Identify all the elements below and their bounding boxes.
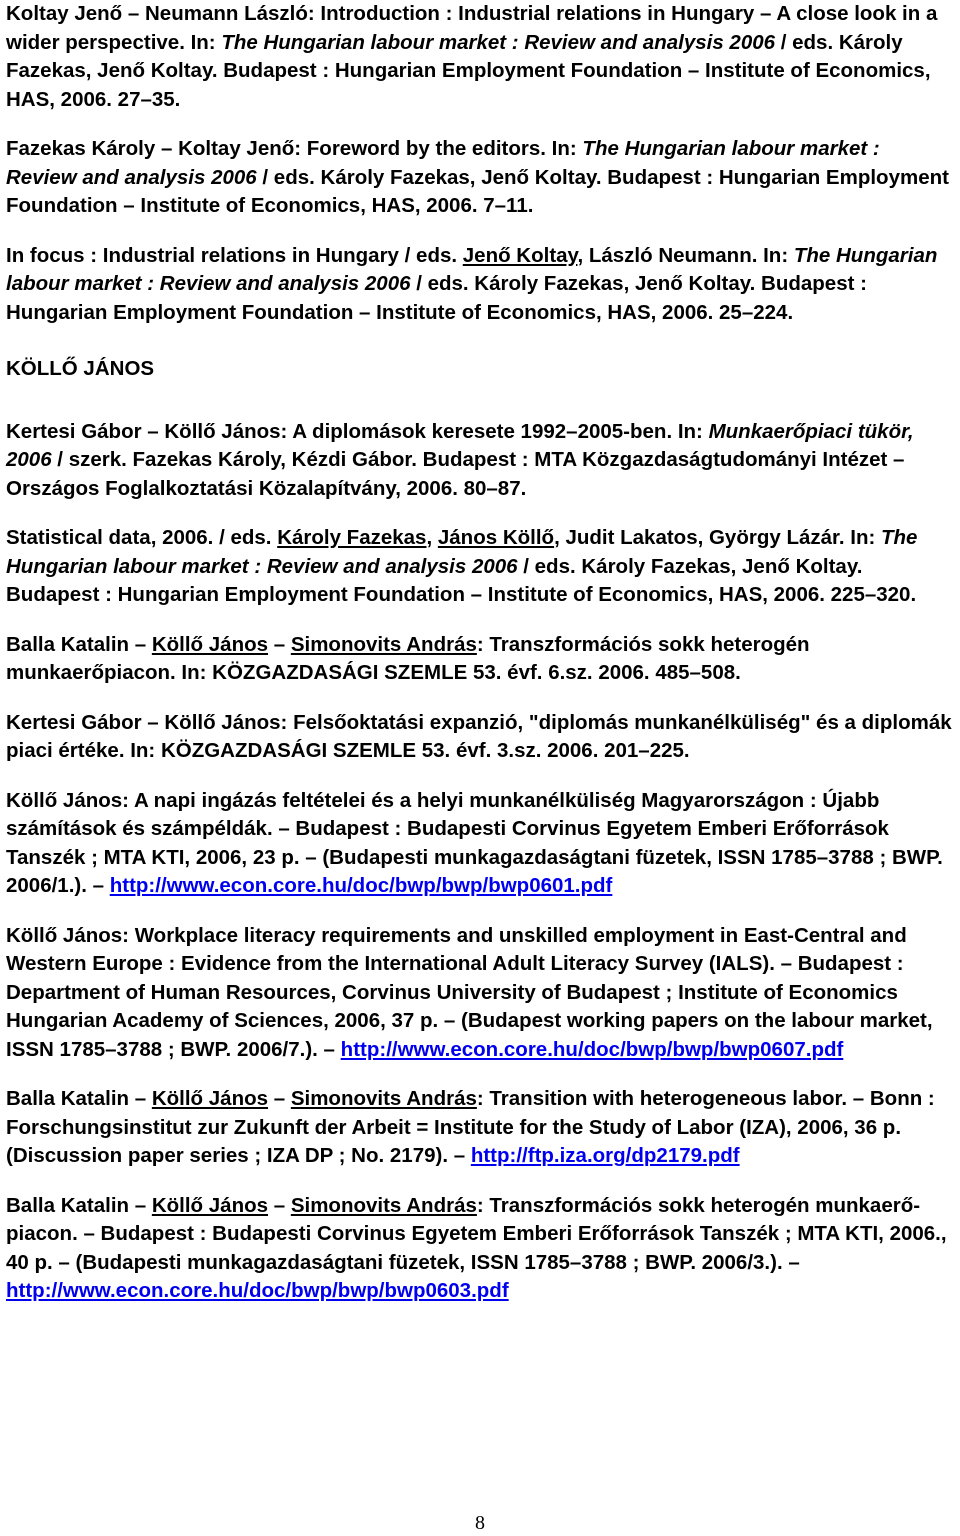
entry-text: , László Neumann. In: (577, 243, 794, 267)
entry-text: / eds. Károly Fazekas, Jenő Koltay. Budapest : Hungarian Employment Foundation – Institute of Economics, HAS, 2006. 7–11. (6, 165, 949, 217)
entry-text: Fazekas Károly – Koltay Jenő: Foreword by the editors. In: (6, 137, 583, 160)
entry-text: / szerk. Fazekas Károly, Kézdi Gábor. Budapest : MTA Közgazdaságtudományi Intézet – Országos Foglalkoztatási Közalapítvány, 2006. 80–87. (6, 448, 905, 500)
author-link[interactable]: Károly Fazekas (277, 526, 427, 549)
reference-entry (6, 1085, 954, 1171)
author-link[interactable]: Köllő János (151, 632, 269, 656)
reference-entry (6, 631, 954, 688)
author-link[interactable]: Simonovits András (290, 632, 477, 656)
entry-text: In focus : Industrial relations in Hungary / eds. (6, 243, 463, 267)
author-link[interactable]: Jenő Koltay (462, 243, 578, 267)
reference-entry (6, 135, 954, 221)
entry-text: Balla Katalin – (6, 1193, 152, 1217)
pdf-link[interactable]: http://ftp.iza.org/dp2179.pdf (470, 1144, 740, 1167)
entry-text: Köllő János: A napi ingázás feltételei és a helyi munkanélküliség Magyarországon : Újabb számítások és számpéldák. – Budapest : Budapesti Corvinus Egyetem Emberi Erőforrások Tanszék ; MTA KTI, 2006, 23 p. – (Budapesti munkagazdaságtani füzetek, ISSN 1785–3788 ; BWP. 2006/1.). – (6, 788, 943, 897)
reference-entry: Kertesi Gábor – Köllő János: Felsőoktatási expanzió, "diplomás munkanélküliség" és a diplomák piaci értéke. In: KÖZGAZDASÁGI SZEMLE 53. évf. 3.sz. 2006. 201–225. (6, 710, 952, 762)
reference-entry (6, 922, 954, 1065)
page-number: 8 (475, 1512, 485, 1534)
entry-text: / eds. Károly Fazekas, Jenő Koltay. Budapest : Hungarian Employment Foundation – Institute of Economics, HAS, 2006. 225–320. (6, 554, 917, 606)
entry-text: , (426, 526, 438, 549)
entry-text: – (268, 1193, 291, 1217)
entry-text: Balla Katalin – (6, 632, 152, 656)
entry-text: / eds. Károly Fazekas, Jenő Koltay. Budapest : Hungarian Employment Foundation – Institute of Economics, HAS, 2006. 27–35. (6, 30, 931, 111)
entry-title: The Hungarian labour market : Review and analysis 2006 (6, 526, 918, 578)
author-link[interactable]: Simonovits András (290, 1193, 477, 1217)
entry-title: The Hungarian labour market : Review and analysis 2006 (6, 243, 938, 295)
entry-text: Köllő János: Workplace literacy requirements and unskilled employment in East-Central and Western Europe : Evidence from the International Adult Literacy Survey (IALS). – Budapest : Department of Human Resources, Corvinus University of Budapest ; Institute of Economics Hungarian Academy of Sciences, 2006, 37 p. – (Budapest working papers on the labour market, ISSN 1785–3788 ; BWP. 2006/7.). – (6, 923, 933, 1061)
pdf-link[interactable]: http://www.econ.core.hu/doc/bwp/bwp/bwp0603.pdf (6, 1279, 509, 1302)
entry-text: Koltay Jenő – Neumann László: Introduction : Industrial relations in Hungary – A close look in a wider perspective. In: (6, 2, 938, 54)
entry-text: : Transzformációs sokk heterogén munkaerőpiacon. In: KÖZGAZDASÁGI SZEMLE 53. évf. 6.sz. 2006. 485–508. (6, 632, 810, 684)
reference-entry (6, 787, 954, 901)
entry-text: Balla Katalin – (6, 1087, 152, 1110)
reference-entry (6, 418, 954, 504)
author-link[interactable]: János Köllő (437, 526, 555, 549)
author-link[interactable]: Köllő János (151, 1193, 269, 1217)
pdf-link[interactable]: http://www.econ.core.hu/doc/bwp/bwp/bwp0607.pdf (340, 1037, 844, 1061)
entry-text: Statistical data, 2006. / eds. (6, 526, 278, 549)
entry-title: The Hungarian labour market : Review and analysis 2006 (6, 137, 880, 189)
entry-title: Munkaerőpiaci tükör, 2006 (6, 419, 914, 471)
entry-text: – (268, 632, 291, 656)
entry-text: / eds. Károly Fazekas, Jenő Koltay. Budapest : Hungarian Employment Foundation – Institute of Economics, HAS, 2006. 25–224. (6, 272, 867, 324)
reference-entry (6, 524, 954, 610)
author-link[interactable]: Simonovits András (290, 1087, 477, 1110)
pdf-link[interactable]: http://www.econ.core.hu/doc/bwp/bwp/bwp0601.pdf (109, 874, 613, 897)
entry-text: : Transition with heterogeneous labor. – Bonn : Forschungsinstitut zur Zukunft der Arbeit = Institute for the Study of Labor (IZA), 2006, 36 p. (Discussion paper series ; IZA DP ; No. 2179). – (6, 1087, 935, 1167)
document-body (6, 0, 954, 1306)
section-heading: KÖLLŐ JÁNOS (6, 357, 155, 380)
entry-text: Kertesi Gábor – Köllő János: A diplomások keresete 1992–2005-ben. In: (6, 419, 709, 443)
entry-text: : Transzformációs sokk heterogén munkaerő-piacon. – Budapest : Budapesti Corvinus Egyetem Emberi Erőforrások Tanszék ; MTA KTI, 2006., 40 p. – (Budapesti munkagazdaságtani füzetek, ISSN 1785–3788 ; BWP. 2006/3.). – (6, 1193, 947, 1274)
entry-text: – (268, 1087, 291, 1110)
reference-entry (6, 0, 954, 114)
entry-title: The Hungarian labour market : Review and analysis 2006 (221, 30, 776, 54)
reference-entry (6, 1192, 954, 1306)
entry-text: , Judit Lakatos, György Lázár. In: (554, 526, 882, 549)
author-link[interactable]: Köllő János (151, 1087, 269, 1110)
reference-entry (6, 242, 954, 328)
